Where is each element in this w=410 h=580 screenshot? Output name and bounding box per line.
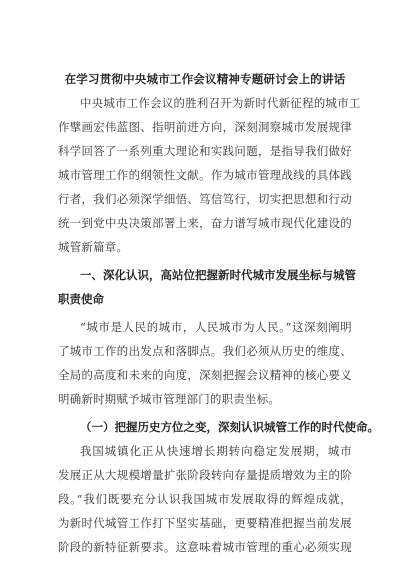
intro-line-3: 科学回答了一系列重大理论和实践问题，是指导我们做好 xyxy=(58,144,352,158)
subsection-1-line-1: 我国城镇化正从快速增长期转向稳定发展期，城市 xyxy=(80,444,352,458)
intro-line-7: 城管新篇章。 xyxy=(58,240,129,254)
subsection-1-line-2: 发展正从大规模增量扩张阶段转向存量提质增效为主的阶 xyxy=(58,468,352,482)
document-title: 在学习贯彻中央城市工作会议精神专题研讨会上的讲话 xyxy=(64,72,346,86)
section-1-para-line-1: “城市是人民的城市，人民城市为人民。”这深刻阐明 xyxy=(80,320,352,334)
section-1-para-line-2: 了城市工作的出发点和落脚点。我们必须从历史的维度、 xyxy=(58,344,352,358)
subsection-1-line-5: 阶段的新特征新要求。这意味着城市管理的重心必须实现 xyxy=(58,540,352,554)
intro-line-1: 中央城市工作会议的胜利召开为新时代新征程的城市工 xyxy=(80,96,361,110)
subsection-1-heading: （一）把握历史方位之变，深刻认识城管工作的时代使命。 xyxy=(80,420,379,434)
intro-line-6: 统一到党中央决策部署上来，奋力谱写城市现代化建设的 xyxy=(58,216,352,230)
subsection-1-line-4: 为新时代城管工作打下坚实基础，更要精准把握当前发展 xyxy=(58,516,352,530)
section-1-para-line-3: 全局的高度和未来的向度，深刻把握会议精神的核心要义 xyxy=(58,368,352,382)
subsection-1-line-3: 段。”我们既要充分认识我国城市发展取得的辉煌成就， xyxy=(58,492,352,506)
section-1-heading-continued: 职责使命 xyxy=(58,292,104,306)
intro-line-4: 城市管理工作的纲领性文献。作为城市管理战线的具体践 xyxy=(58,168,352,182)
intro-line-5: 行者，我们必须深学细悟、笃信笃行，切实把思想和行动 xyxy=(58,192,352,206)
section-1-heading: 一、深化认识，高站位把握新时代城市发展坐标与城管 xyxy=(80,268,356,282)
intro-line-2: 作擘画宏伟蓝图、指明前进方向，深刻洞察城市发展规律 xyxy=(58,120,352,134)
section-1-para-line-4: 明确新时期赋予城市管理部门的职责坐标。 xyxy=(58,392,281,406)
